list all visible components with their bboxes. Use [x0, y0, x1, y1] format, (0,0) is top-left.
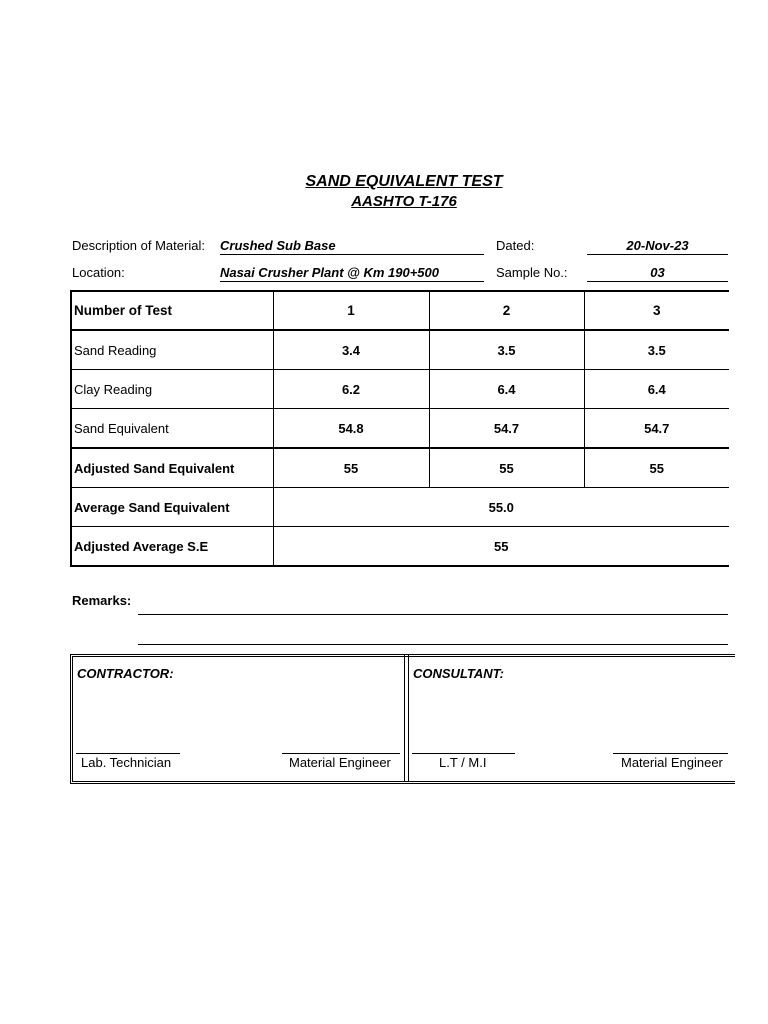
sand-reading-2: 3.5 — [429, 330, 584, 370]
adjusted-se-3: 55 — [584, 448, 729, 488]
adjusted-se-1: 55 — [273, 448, 429, 488]
adjusted-average-se-label: Adjusted Average S.E — [71, 527, 273, 567]
sand-equivalent-3: 54.7 — [584, 409, 729, 449]
test-number-3: 3 — [584, 291, 729, 330]
sand-equivalent-2: 54.7 — [429, 409, 584, 449]
location-value: Nasai Crusher Plant @ Km 190+500 — [220, 264, 484, 282]
adjusted-se-2: 55 — [429, 448, 584, 488]
standard-subtitle: AASHTO T-176 — [351, 193, 457, 210]
material-value: Crushed Sub Base — [220, 237, 484, 255]
clay-reading-label: Clay Reading — [71, 370, 273, 409]
contractor-heading: CONTRACTOR: — [77, 666, 174, 681]
sample-label: Sample No.: — [496, 265, 568, 280]
table-row — [71, 409, 729, 449]
table-row — [71, 330, 729, 370]
dated-value: 20-Nov-23 — [587, 237, 728, 255]
sand-reading-label: Sand Reading — [71, 330, 273, 370]
average-se-value: 55.0 — [273, 488, 729, 527]
remarks-line-2 — [138, 644, 728, 645]
table-row — [71, 370, 729, 409]
sand-equivalent-label: Sand Equivalent — [71, 409, 273, 449]
table-row — [71, 527, 729, 567]
remarks-label: Remarks: — [72, 593, 132, 608]
consultant-engineer-label: Material Engineer — [621, 755, 723, 770]
sand-equivalent-1: 54.8 — [273, 409, 429, 449]
contractor-engineer-label: Material Engineer — [289, 755, 391, 770]
material-label: Description of Material: — [72, 238, 205, 253]
table-header-row — [71, 291, 729, 330]
test-number-2: 2 — [429, 291, 584, 330]
location-label: Location: — [72, 265, 125, 280]
clay-reading-1: 6.2 — [273, 370, 429, 409]
sand-reading-1: 3.4 — [273, 330, 429, 370]
signature-divider — [404, 654, 409, 781]
table-row — [71, 488, 729, 527]
clay-reading-2: 6.4 — [429, 370, 584, 409]
table-row — [71, 448, 729, 488]
sample-value: 03 — [587, 264, 728, 282]
adjusted-se-label: Adjusted Sand Equivalent — [71, 448, 273, 488]
average-se-label: Average Sand Equivalent — [71, 488, 273, 527]
test-number-1: 1 — [273, 291, 429, 330]
lab-technician-label: Lab. Technician — [81, 755, 172, 770]
consultant-engineer-signature-line — [613, 753, 728, 754]
page-title: SAND EQUIVALENT TEST — [305, 173, 503, 190]
clay-reading-3: 6.4 — [584, 370, 729, 409]
consultant-heading: CONSULTANT: — [413, 666, 504, 681]
number-of-test-label: Number of Test — [71, 291, 273, 330]
adjusted-average-se-value: 55 — [273, 527, 729, 567]
sand-reading-3: 3.5 — [584, 330, 729, 370]
contractor-engineer-signature-line — [282, 753, 400, 754]
lt-mi-signature-line — [412, 753, 515, 754]
results-table — [70, 290, 729, 567]
lab-technician-signature-line — [76, 753, 180, 754]
remarks-line-1 — [138, 614, 728, 615]
lt-mi-label: L.T / M.I — [439, 755, 487, 770]
dated-label: Dated: — [496, 238, 535, 253]
